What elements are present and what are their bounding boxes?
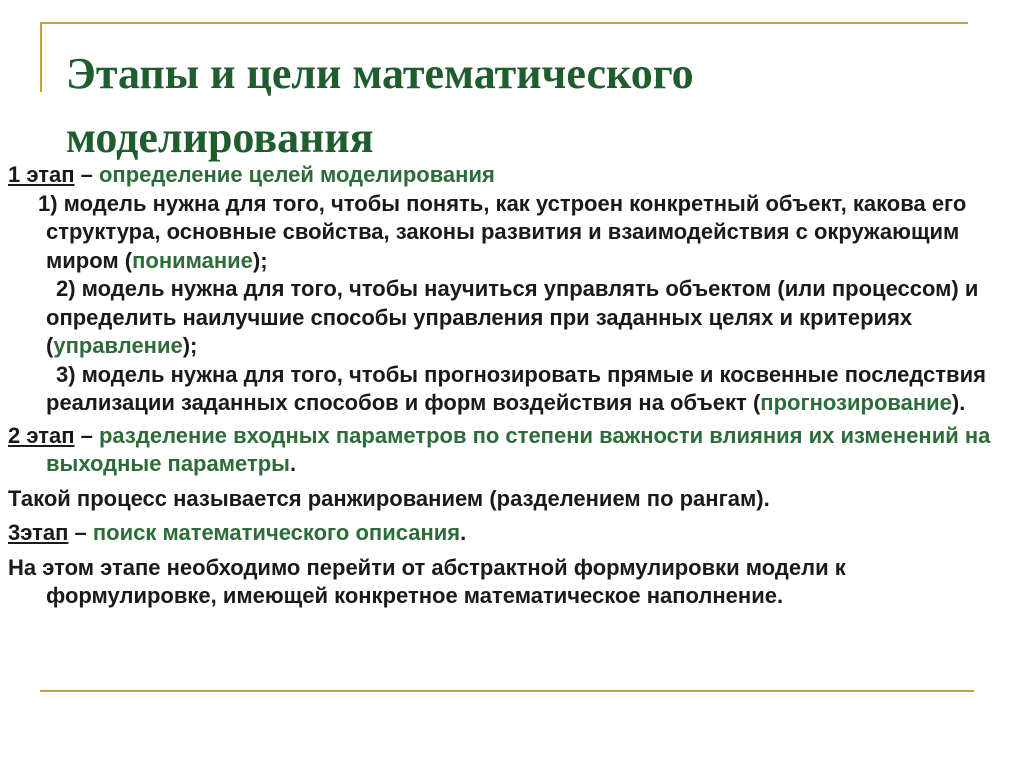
goal1-end: );	[252, 247, 268, 273]
stage1-goal1	[8, 190, 1012, 276]
stage2-end: .	[289, 451, 297, 476]
slide-title: Этапы и цели математического моделирования	[66, 49, 694, 162]
stage2-title: разделение входных параметров по степени важности влияния их изменений на выходные параметры	[46, 422, 991, 476]
goal2-end: );	[182, 333, 198, 358]
goal3-end: ).	[951, 390, 966, 415]
stage1-goal3	[8, 361, 1012, 418]
goal2-keyword: управление	[53, 333, 183, 358]
stage3-heading	[8, 519, 1012, 548]
stage1-dash: –	[74, 162, 99, 187]
stage3-note: На этом этапе необходимо перейти от абстрактной формулировки модели к формулировке, имеющей конкретное математическое наполнение.	[8, 554, 846, 608]
goal3-keyword: прогнозирование	[760, 390, 952, 415]
stage1-title: определение целей моделирования	[98, 162, 495, 187]
stage2-heading	[8, 422, 1012, 479]
stage1-label: 1 этап	[8, 162, 75, 187]
stage3-label: 3этап	[8, 520, 69, 545]
stage2-dash: –	[74, 422, 99, 448]
slide-body	[8, 161, 1012, 611]
bottom-rule	[40, 690, 974, 692]
goal1-keyword: понимание	[132, 247, 253, 273]
goal3-text: 3) модель нужна для того, чтобы прогнозировать прямые и косвенные последствия реализации заданных способов и форм воздействия на объект (	[46, 361, 986, 415]
top-rule	[40, 22, 968, 24]
stage2-note: Такой процесс называется ранжированием (разделением по рангам).	[8, 485, 770, 511]
left-rule	[40, 22, 42, 92]
goal2-text: 2) модель нужна для того, чтобы научиться управлять объектом (или процессом) и определить наилучшие способы управления при заданных целях и критериях (	[46, 276, 979, 358]
stage3-title: поиск математического описания	[92, 520, 461, 545]
stage3-end: .	[460, 520, 467, 545]
stage3-dash: –	[68, 520, 93, 545]
stage1-goal2	[8, 275, 1012, 361]
goal1-text: 1) модель нужна для того, чтобы понять, как устроен конкретный объект, какова его структура, основные свойства, законы развития и взаимодействия с окружающим миром (	[38, 190, 967, 273]
stage2-label: 2 этап	[8, 422, 75, 448]
stage1-heading	[8, 161, 1012, 190]
